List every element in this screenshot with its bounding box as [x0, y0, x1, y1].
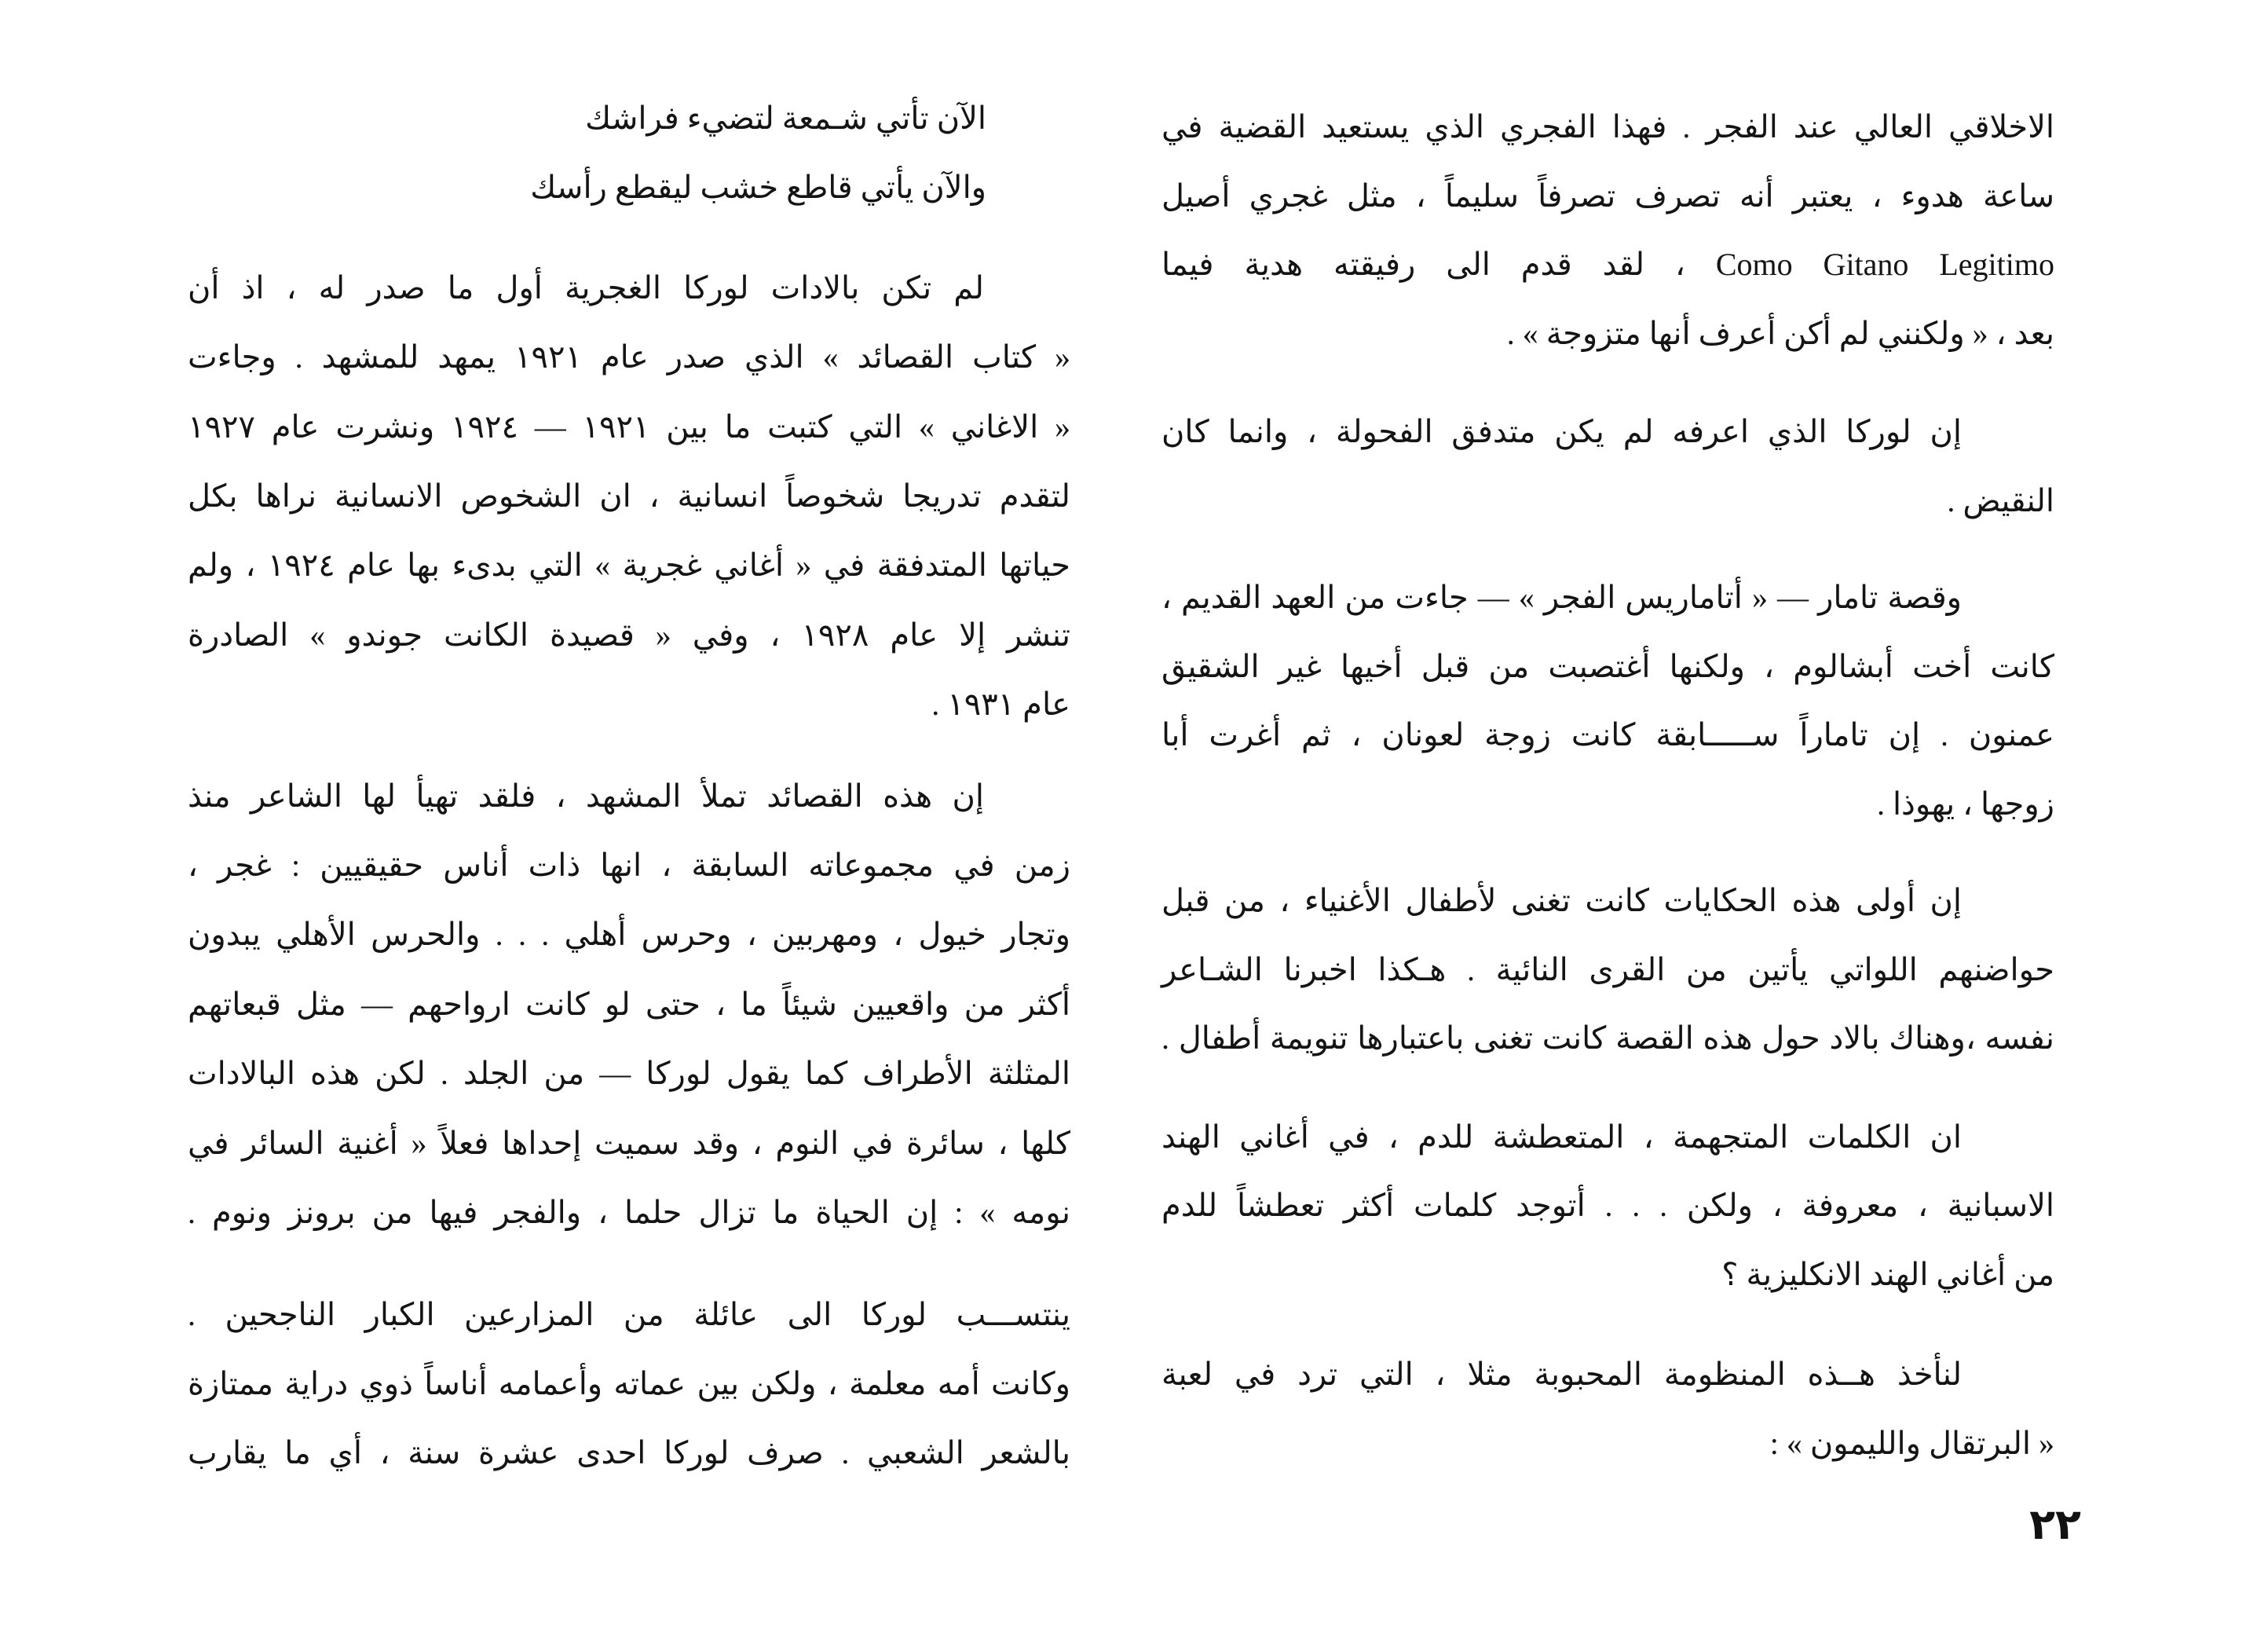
body-text-line: « البرتقال والليمون » :	[1769, 1425, 2054, 1461]
body-text-line: نومه » : إن الحياة ما تزال حلما ، والفجر فيها من برونز ونوم .	[188, 1195, 1070, 1231]
body-text-line: من أغاني الهند الانكليزية ؟	[1721, 1256, 2054, 1292]
paragraph	[1161, 866, 2054, 1073]
body-text-line: تنشر إلا عام ١٩٢٨ ، وفي « قصيدة الكانت جوندو » الصادرة	[188, 617, 1071, 653]
paragraph	[188, 254, 1070, 740]
body-text-line: أكثر من واقعيين شيئاً ما ، حتى لو كانت ارواحهم — مثل قبعاتهم	[188, 986, 1070, 1022]
body-text-line: « كتاب القصائد » الذي صدر عام ١٩٢١ يمهد للمشهد . وجاءت	[188, 339, 1071, 375]
verse-line: الآن تأتي شـمعة لتضيء فراشك	[585, 101, 986, 136]
body-text-line: بالشعر الشعبي . صرف لوركا احدى عشرة سنة ، أي ما يقارب	[188, 1435, 1070, 1471]
body-text-line: « الاغاني » التي كتبت ما بين ١٩٢١ — ١٩٢٤ ونشرت عام ١٩٢٧	[188, 408, 1070, 445]
body-text-line: وكانت أمه معلمة ، ولكن بين عماته وأعمامه أناساً ذوي دراية ممتازة	[188, 1365, 1071, 1401]
body-text-line: الاخلاقي العالي عند الفجر . فهذا الفجري الذي يستعيد القضية في	[1161, 109, 2054, 145]
body-text-line: الاسبانية ، معروفة ، ولكن . . . أتوجد كلمات أكثر تعطشاً للدم	[1161, 1188, 2054, 1223]
body-text-line: لتقدم تدريجا شخوصاً انسانية ، ان الشخوص الانسانية نراها بكل	[188, 478, 1070, 515]
page-number: ٢٢	[2029, 1500, 2081, 1549]
right-page-column	[1161, 93, 2054, 1478]
body-text-line: كانت أخت أبشالوم ، ولكنها أغتصبت من قبل أخيها غير الشقيق	[1161, 648, 2054, 684]
body-text-line: حياتها المتدفقة في « أغاني غجرية » التي بدىء بها عام ١٩٢٤ ، ولم	[188, 547, 1070, 584]
body-text-line: Como Gitano Legitimo ، لقد قدم الى رفيقته هدية فيما	[1161, 247, 2054, 282]
body-text-line: ان الكلمات المتجهمة ، المتعطشة للدم ، في أغاني الهند	[1161, 1119, 1962, 1155]
verse-line: والآن يأتي قاطع خشب ليقطع رأسك	[530, 170, 986, 206]
body-text-line: حواضنهم اللواتي يأتين من القرى النائية . هـكذا اخبرنا الشـاعر	[1161, 951, 2054, 987]
body-text-line: عمنون . إن تاماراً ســـــابقة كانت زوجة لعونان ، ثم أغرت أبا	[1161, 717, 2054, 753]
paragraph	[1161, 397, 2054, 535]
body-text-line: إن هذه القصائد تملأ المشهد ، فلقد تهيأ لها الشاعر منذ	[188, 778, 984, 814]
body-text-line: بعد ، « ولكنني لم أكن أعرف أنها متزوجة » .	[1506, 315, 2054, 351]
left-page-column	[188, 84, 1070, 1489]
body-text-line: ساعة هدوء ، يعتبر أنه تصرف تصرفاً سليماً ، مثل غجري أصيل	[1161, 178, 2054, 214]
paragraph	[1161, 93, 2054, 368]
body-text-line: ينتســـب لوركا الى عائلة من المزارعين الكبار الناجحين .	[188, 1296, 1070, 1332]
body-text-line: إن أولى هذه الحكايات كانت تغنى لأطفال الأغنياء ، من قبل	[1161, 883, 1962, 918]
paragraph	[1161, 1340, 2054, 1478]
paragraph	[1161, 1103, 2054, 1309]
body-text-line: لنأخذ هــذه المنظومة المحبوبة مثلا ، التي ترد في لعبة	[1161, 1357, 1963, 1392]
paragraph	[188, 1280, 1070, 1489]
paragraph	[1161, 563, 2054, 838]
body-text-line: المثلثة الأطراف كما يقول لوركا — من الجلد . لكن هذه البالادات	[188, 1056, 1070, 1092]
body-text-line: النقيض .	[1947, 482, 2054, 518]
body-text-line: لم تكن بالادات لوركا الغجرية أول ما صدر له ، اذ أن	[188, 269, 984, 306]
body-text-line: زمن في مجموعاته السابقة ، انها ذات أناس حقيقيين : غجر ،	[188, 848, 1070, 884]
body-text-line: نفسه ،وهناك بالاد حول هذه القصة كانت تغنى باعتبارها تنويمة أطفال .	[1161, 1020, 2054, 1056]
body-text-line: عام ١٩٣١ .	[931, 687, 1070, 723]
verse	[188, 84, 1070, 223]
body-text-line: زوجها ، يهوذا .	[1876, 786, 2054, 822]
body-text-line: كلها ، سائرة في النوم ، وقد سميت إحداها فعلاً « أغنية السائر في	[188, 1125, 1070, 1161]
paragraph	[188, 762, 1070, 1248]
body-text-line: وتجار خيول ، ومهربين ، وحرس أهلي . . . والحرس الأهلي يبدون	[188, 917, 1070, 953]
body-text-line: إن لوركا الذي اعرفه لم يكن متدفق الفحولة ، وانما كان	[1161, 414, 1962, 449]
body-text-line: وقصة تامار — « أتاماريس الفجر » — جاءت من العهد القديم ،	[1161, 580, 1962, 615]
